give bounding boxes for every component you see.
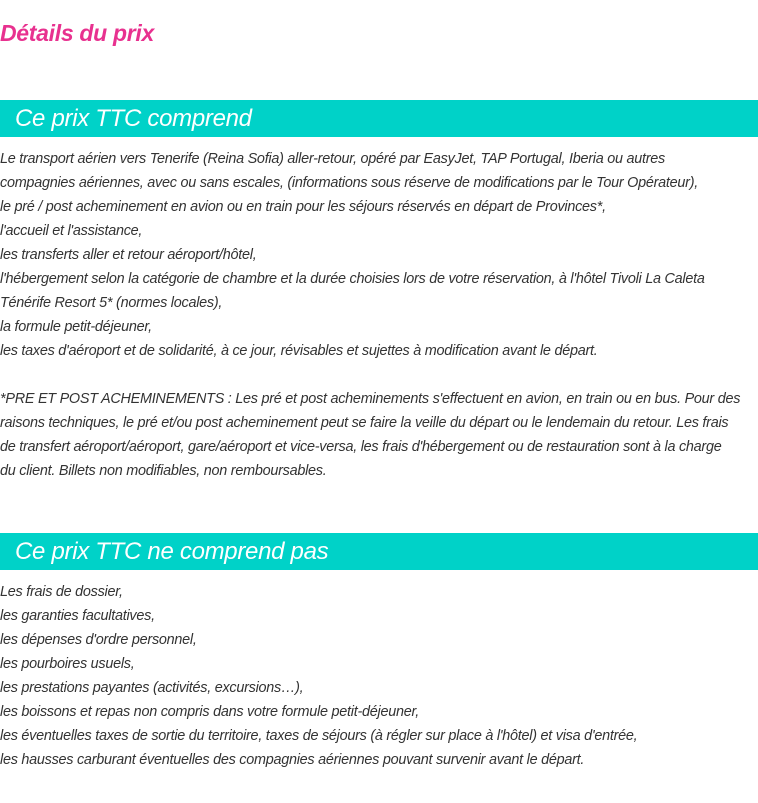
included-item: l'hébergement selon la catégorie de chambre et la durée choisies lors de votre réservation, à l'hôtel Tivoli La Caleta xyxy=(0,271,705,287)
included-item: l'accueil et l'assistance, xyxy=(0,223,143,239)
note-line: raisons techniques, le pré et/ou post acheminement peut se faire la veille du départ ou le lendemain du retour. Les frais xyxy=(0,415,729,431)
excluded-item: les hausses carburant éventuelles des compagnies aériennes pouvant survenir avant le départ. xyxy=(0,752,585,768)
note-line: du client. Billets non modifiables, non remboursables. xyxy=(0,463,327,479)
excluded-item: les prestations payantes (activités, excursions…), xyxy=(0,680,304,696)
excluded-item: les éventuelles taxes de sortie du territoire, taxes de séjours (à régler sur place à l'hôtel) et visa d'entrée, xyxy=(0,728,638,744)
excluded-item: les boissons et repas non compris dans votre formule petit-déjeuner, xyxy=(0,704,419,720)
excluded-item: les dépenses d'ordre personnel, xyxy=(0,632,197,648)
included-item: les taxes d'aéroport et de solidarité, à ce jour, révisables et sujettes à modification avant le départ. xyxy=(0,343,598,359)
included-heading: Ce prix TTC comprend xyxy=(0,100,758,137)
included-list xyxy=(0,147,756,363)
included-item: les transferts aller et retour aéroport/hôtel, xyxy=(0,247,257,263)
page-title: Détails du prix xyxy=(0,20,154,46)
note-line: de transfert aéroport/aéroport, gare/aéroport et vice-versa, les frais d'hébergement ou de restauration sont à la charge xyxy=(0,439,722,455)
included-item: la formule petit-déjeuner, xyxy=(0,319,152,335)
excluded-item: les pourboires usuels, xyxy=(0,656,135,672)
included-item: compagnies aériennes, avec ou sans escales, (informations sous réserve de modifications par le Tour Opérateur), xyxy=(0,175,699,191)
excluded-item: les garanties facultatives, xyxy=(0,608,155,624)
included-item: Ténérife Resort 5* (normes locales), xyxy=(0,295,223,311)
note-line: *PRE ET POST ACHEMINEMENTS : Les pré et post acheminements s'effectuent en avion, en train ou en bus. Pour des xyxy=(0,391,741,407)
included-item: Le transport aérien vers Tenerife (Reina Sofia) aller-retour, opéré par EasyJet, TAP Portugal, Iberia ou autres xyxy=(0,151,665,167)
included-item: le pré / post acheminement en avion ou en train pour les séjours réservés en départ de Provinces*, xyxy=(0,199,606,215)
excluded-item: Les frais de dossier, xyxy=(0,584,123,600)
excluded-heading: Ce prix TTC ne comprend pas xyxy=(0,533,758,570)
excluded-list xyxy=(0,580,756,772)
transfer-note xyxy=(0,387,756,483)
